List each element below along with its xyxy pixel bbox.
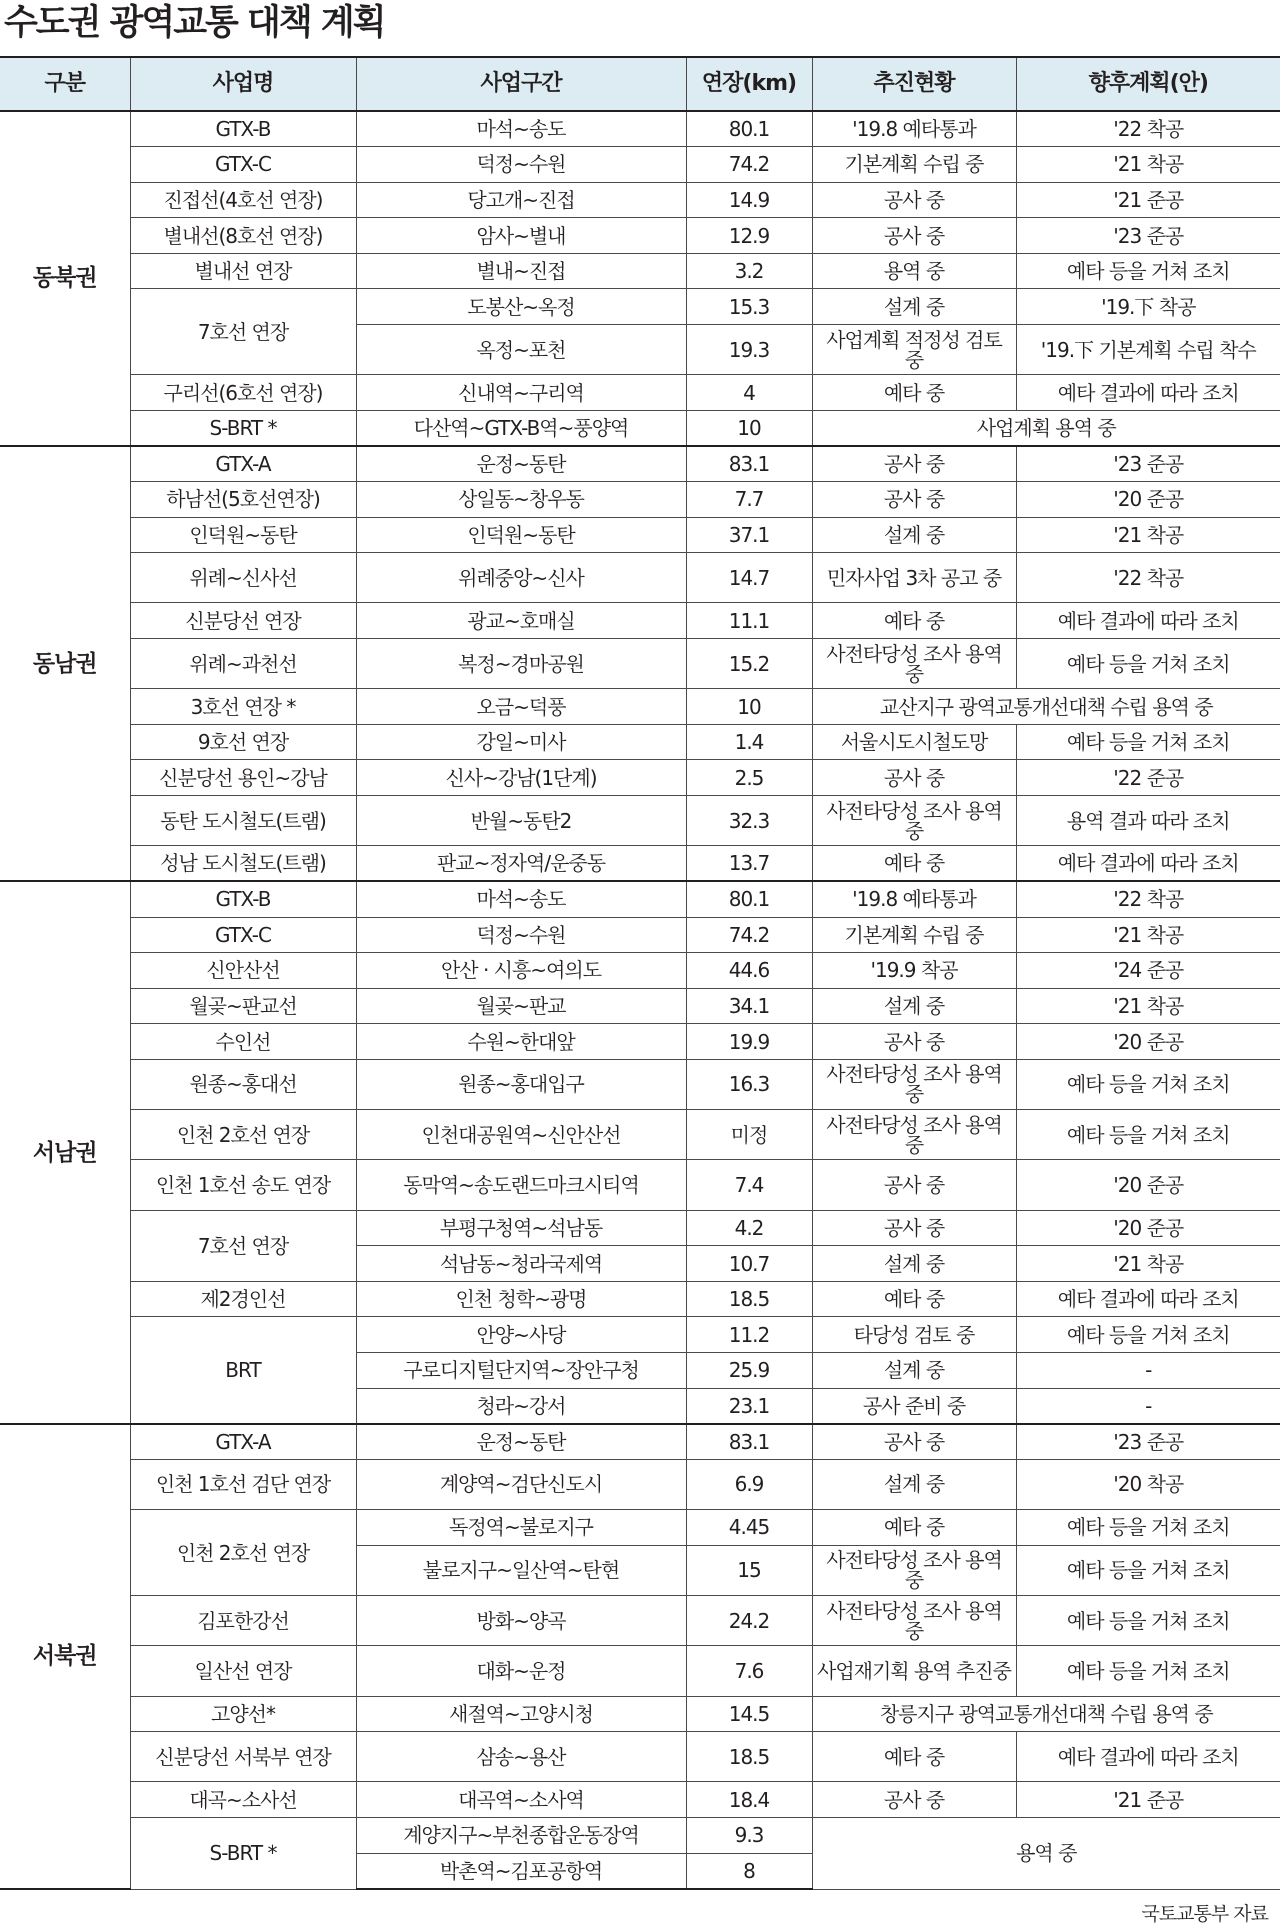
status-cell: 설계 중	[812, 988, 1016, 1024]
plan-cell: 예타 등을 거쳐 조치	[1016, 1595, 1280, 1645]
status-cell: 공사 중	[812, 218, 1016, 254]
length-cell: 37.1	[686, 517, 812, 553]
status-cell: 공사 중	[812, 446, 1016, 482]
merged-status-cell: 창릉지구 광역교통개선대책 수립 용역 중	[812, 1696, 1280, 1732]
section-cell: 박촌역~김포공항역	[356, 1853, 686, 1889]
length-cell: 80.1	[686, 881, 812, 917]
table-row	[0, 1424, 1280, 1460]
project-name-cell: GTX-C	[130, 147, 356, 183]
project-name-cell: 월곶~판교선	[130, 988, 356, 1024]
table-row	[0, 1317, 1280, 1353]
plan-cell: 예타 결과에 따라 조치	[1016, 375, 1280, 411]
project-name-cell: 고양선*	[130, 1696, 356, 1732]
plan-cell: '20 준공	[1016, 1210, 1280, 1246]
table-row	[0, 1595, 1280, 1645]
table-row	[0, 517, 1280, 553]
plan-cell: 예타 등을 거쳐 조치	[1016, 1059, 1280, 1109]
project-name-cell: S-BRT *	[130, 1817, 356, 1889]
project-name-cell: 위례~신사선	[130, 553, 356, 603]
section-cell: 방화~양곡	[356, 1595, 686, 1645]
length-cell: 7.7	[686, 482, 812, 518]
plan-cell: 예타 등을 거쳐 조치	[1016, 1110, 1280, 1160]
project-name-cell: 신분당선 용인~강남	[130, 760, 356, 796]
status-cell: 예타 중	[812, 1281, 1016, 1317]
project-name-cell: 인천 2호선 연장	[130, 1510, 356, 1596]
region-cell: 서북권	[0, 1424, 130, 1889]
status-cell: 예타 중	[812, 1510, 1016, 1546]
section-cell: 광교~호매실	[356, 603, 686, 639]
status-cell: 공사 중	[812, 1210, 1016, 1246]
length-cell: 19.9	[686, 1024, 812, 1060]
header-region: 구분	[0, 57, 130, 111]
plan-cell: '20 준공	[1016, 482, 1280, 518]
length-cell: 80.1	[686, 111, 812, 147]
status-cell: 기본계획 수립 중	[812, 147, 1016, 183]
section-cell: 운정~동탄	[356, 446, 686, 482]
plan-cell: 용역 결과 따라 조치	[1016, 796, 1280, 846]
status-cell: 공사 중	[812, 482, 1016, 518]
length-cell: 74.2	[686, 147, 812, 183]
header-row	[0, 57, 1280, 111]
status-cell: 서울시도시철도망	[812, 724, 1016, 760]
header-section: 사업구간	[356, 57, 686, 111]
section-cell: 위례중앙~신사	[356, 553, 686, 603]
header-plan: 향후계획(안)	[1016, 57, 1280, 111]
plan-cell: '22 착공	[1016, 881, 1280, 917]
section-cell: 부평구청역~석남동	[356, 1210, 686, 1246]
length-cell: 2.5	[686, 760, 812, 796]
project-name-cell: 3호선 연장 *	[130, 689, 356, 725]
length-cell: 6.9	[686, 1459, 812, 1509]
status-cell: 공사 중	[812, 1424, 1016, 1460]
project-name-cell: 9호선 연장	[130, 724, 356, 760]
project-name-cell: 대곡~소사선	[130, 1782, 356, 1818]
section-cell: 신내역~구리역	[356, 375, 686, 411]
length-cell: 83.1	[686, 446, 812, 482]
project-name-cell: 위례~과천선	[130, 639, 356, 689]
length-cell: 3.2	[686, 253, 812, 289]
table-row	[0, 182, 1280, 218]
project-name-cell: GTX-B	[130, 881, 356, 917]
plan-cell: '21 착공	[1016, 517, 1280, 553]
project-name-cell: 인천 2호선 연장	[130, 1110, 356, 1160]
region-cell: 서남권	[0, 881, 130, 1423]
section-cell: 인천 청학~광명	[356, 1281, 686, 1317]
section-cell: 다산역~GTX-B역~풍양역	[356, 410, 686, 446]
table-row	[0, 1782, 1280, 1818]
plan-cell: '21 착공	[1016, 1246, 1280, 1282]
plan-cell: '20 준공	[1016, 1160, 1280, 1210]
project-name-cell: 김포한강선	[130, 1595, 356, 1645]
plan-cell: 예타 등을 거쳐 조치	[1016, 724, 1280, 760]
table-row	[0, 603, 1280, 639]
section-cell: 석남동~청라국제역	[356, 1246, 686, 1282]
section-cell: 삼송~용산	[356, 1732, 686, 1782]
merged-status-cell: 교산지구 광역교통개선대책 수립 용역 중	[812, 689, 1280, 725]
section-cell: 운정~동탄	[356, 1424, 686, 1460]
table-row	[0, 846, 1280, 882]
table-row	[0, 218, 1280, 254]
status-cell: 용역 중	[812, 253, 1016, 289]
merged-status-cell: 사업계획 용역 중	[812, 410, 1280, 446]
section-cell: 별내~진접	[356, 253, 686, 289]
project-name-cell: 별내선(8호선 연장)	[130, 218, 356, 254]
length-cell: 13.7	[686, 846, 812, 882]
length-cell: 4	[686, 375, 812, 411]
table-row	[0, 1817, 1280, 1853]
project-name-cell: S-BRT *	[130, 410, 356, 446]
plan-cell: 예타 등을 거쳐 조치	[1016, 1510, 1280, 1546]
project-name-cell: 제2경인선	[130, 1281, 356, 1317]
plan-cell: -	[1016, 1353, 1280, 1389]
table-row	[0, 988, 1280, 1024]
section-cell: 오금~덕풍	[356, 689, 686, 725]
plan-cell: '23 준공	[1016, 218, 1280, 254]
project-name-cell: GTX-B	[130, 111, 356, 147]
project-name-cell: GTX-C	[130, 917, 356, 953]
length-cell: 18.4	[686, 1782, 812, 1818]
section-cell: 상일동~창우동	[356, 482, 686, 518]
region-cell: 동남권	[0, 446, 130, 882]
section-cell: 인덕원~동탄	[356, 517, 686, 553]
plan-cell: '20 착공	[1016, 1459, 1280, 1509]
plan-cell: 예타 등을 거쳐 조치	[1016, 1317, 1280, 1353]
project-name-cell: 구리선(6호선 연장)	[130, 375, 356, 411]
length-cell: 24.2	[686, 1595, 812, 1645]
length-cell: 18.5	[686, 1281, 812, 1317]
status-cell: 공사 중	[812, 1024, 1016, 1060]
section-cell: 월곶~판교	[356, 988, 686, 1024]
table-row	[0, 1210, 1280, 1246]
length-cell: 4.45	[686, 1510, 812, 1546]
document-title: 수도권 광역교통 대책 계획	[4, 3, 385, 43]
plan-cell: '21 준공	[1016, 182, 1280, 218]
section-cell: 독정역~불로지구	[356, 1510, 686, 1546]
status-cell: '19.8 예타통과	[812, 111, 1016, 147]
table-row	[0, 375, 1280, 411]
section-cell: 판교~정자역/운중동	[356, 846, 686, 882]
status-cell: 설계 중	[812, 289, 1016, 325]
plan-cell: 예타 등을 거쳐 조치	[1016, 253, 1280, 289]
length-cell: 15.3	[686, 289, 812, 325]
status-cell: 예타 중	[812, 603, 1016, 639]
plan-cell: '22 착공	[1016, 111, 1280, 147]
section-cell: 신사~강남(1단계)	[356, 760, 686, 796]
project-name-cell: 7호선 연장	[130, 1210, 356, 1281]
status-cell: 사업계획 적정성 검토 중	[812, 324, 1016, 374]
project-name-cell: 인천 1호선 송도 연장	[130, 1160, 356, 1210]
status-cell: 사전타당성 조사 용역 중	[812, 639, 1016, 689]
project-name-cell: GTX-A	[130, 1424, 356, 1460]
length-cell: 34.1	[686, 988, 812, 1024]
plan-cell: '20 준공	[1016, 1024, 1280, 1060]
length-cell: 10	[686, 410, 812, 446]
section-cell: 대화~운정	[356, 1646, 686, 1696]
table-row	[0, 147, 1280, 183]
plan-cell: '22 착공	[1016, 553, 1280, 603]
section-cell: 복정~경마공원	[356, 639, 686, 689]
section-cell: 계양지구~부천종합운동장역	[356, 1817, 686, 1853]
plan-cell: '21 준공	[1016, 1782, 1280, 1818]
length-cell: 11.1	[686, 603, 812, 639]
section-cell: 당고개~진접	[356, 182, 686, 218]
length-cell: 15	[686, 1545, 812, 1595]
plan-cell: 예타 등을 거쳐 조치	[1016, 639, 1280, 689]
table-row	[0, 410, 1280, 446]
length-cell: 7.6	[686, 1646, 812, 1696]
status-cell: 사전타당성 조사 용역 중	[812, 1059, 1016, 1109]
status-cell: 설계 중	[812, 1459, 1016, 1509]
project-name-cell: 신분당선 서북부 연장	[130, 1732, 356, 1782]
table-row	[0, 796, 1280, 846]
table-row	[0, 639, 1280, 689]
section-cell: 강일~미사	[356, 724, 686, 760]
length-cell: 9.3	[686, 1817, 812, 1853]
table-row	[0, 111, 1280, 147]
project-name-cell: 일산선 연장	[130, 1646, 356, 1696]
table-row	[0, 446, 1280, 482]
plan-cell: '21 착공	[1016, 988, 1280, 1024]
status-cell: 사전타당성 조사 용역 중	[812, 1545, 1016, 1595]
project-name-cell: 동탄 도시철도(트램)	[130, 796, 356, 846]
table-row	[0, 1160, 1280, 1210]
table-row	[0, 689, 1280, 725]
status-cell: 공사 중	[812, 1782, 1016, 1818]
length-cell: 10.7	[686, 1246, 812, 1282]
plan-cell: '19.下 기본계획 수립 착수	[1016, 324, 1280, 374]
table-row	[0, 953, 1280, 989]
project-name-cell: 원종~홍대선	[130, 1059, 356, 1109]
table-row	[0, 917, 1280, 953]
header-length: 연장(km)	[686, 57, 812, 111]
table-row	[0, 1281, 1280, 1317]
table-row	[0, 1059, 1280, 1109]
status-cell: 설계 중	[812, 1246, 1016, 1282]
section-cell: 새절역~고양시청	[356, 1696, 686, 1732]
plan-cell: 예타 결과에 따라 조치	[1016, 1732, 1280, 1782]
table-row	[0, 1459, 1280, 1509]
project-name-cell: BRT	[130, 1317, 356, 1424]
plan-cell: -	[1016, 1388, 1280, 1424]
length-cell: 44.6	[686, 953, 812, 989]
length-cell: 11.2	[686, 1317, 812, 1353]
status-cell: 사전타당성 조사 용역 중	[812, 796, 1016, 846]
length-cell: 14.5	[686, 1696, 812, 1732]
length-cell: 미정	[686, 1110, 812, 1160]
plan-cell: '24 준공	[1016, 953, 1280, 989]
status-cell: 민자사업 3차 공고 중	[812, 553, 1016, 603]
header-status: 추진현황	[812, 57, 1016, 111]
length-cell: 83.1	[686, 1424, 812, 1460]
header-project-name: 사업명	[130, 57, 356, 111]
section-cell: 옥정~포천	[356, 324, 686, 374]
project-name-cell: 7호선 연장	[130, 289, 356, 375]
length-cell: 32.3	[686, 796, 812, 846]
table-row	[0, 482, 1280, 518]
section-cell: 덕정~수원	[356, 147, 686, 183]
section-cell: 계양역~검단신도시	[356, 1459, 686, 1509]
section-cell: 동막역~송도랜드마크시티역	[356, 1160, 686, 1210]
plan-cell: '21 착공	[1016, 147, 1280, 183]
length-cell: 23.1	[686, 1388, 812, 1424]
plan-cell: '19.下 착공	[1016, 289, 1280, 325]
table-row	[0, 724, 1280, 760]
status-cell: '19.8 예타통과	[812, 881, 1016, 917]
region-cell: 동북권	[0, 111, 130, 446]
length-cell: 74.2	[686, 917, 812, 953]
section-cell: 마석~송도	[356, 111, 686, 147]
status-cell: 사전타당성 조사 용역 중	[812, 1110, 1016, 1160]
section-cell: 안양~사당	[356, 1317, 686, 1353]
plan-cell: '23 준공	[1016, 446, 1280, 482]
transport-plan-table	[0, 56, 1280, 1890]
status-cell: 설계 중	[812, 1353, 1016, 1389]
table-row	[0, 881, 1280, 917]
table-body	[0, 111, 1280, 1889]
length-cell: 15.2	[686, 639, 812, 689]
status-cell: 사전타당성 조사 용역 중	[812, 1595, 1016, 1645]
status-cell: 설계 중	[812, 517, 1016, 553]
project-name-cell: 별내선 연장	[130, 253, 356, 289]
project-name-cell: 진접선(4호선 연장)	[130, 182, 356, 218]
project-name-cell: 수인선	[130, 1024, 356, 1060]
status-cell: 예타 중	[812, 375, 1016, 411]
plan-cell: 예타 결과에 따라 조치	[1016, 846, 1280, 882]
source-note: 국토교통부 자료	[1141, 1903, 1268, 1925]
length-cell: 18.5	[686, 1732, 812, 1782]
project-name-cell: 성남 도시철도(트램)	[130, 846, 356, 882]
status-cell: 사업재기획 용역 추진중	[812, 1646, 1016, 1696]
plan-cell: 예타 등을 거쳐 조치	[1016, 1545, 1280, 1595]
status-cell: 타당성 검토 중	[812, 1317, 1016, 1353]
length-cell: 14.7	[686, 553, 812, 603]
plan-cell: '22 준공	[1016, 760, 1280, 796]
project-name-cell: 인천 1호선 검단 연장	[130, 1459, 356, 1509]
status-cell: 기본계획 수립 중	[812, 917, 1016, 953]
table-row	[0, 1696, 1280, 1732]
section-cell: 불로지구~일산역~탄현	[356, 1545, 686, 1595]
plan-cell: 예타 결과에 따라 조치	[1016, 603, 1280, 639]
table-row	[0, 1024, 1280, 1060]
plan-cell: 예타 등을 거쳐 조치	[1016, 1646, 1280, 1696]
table-row	[0, 253, 1280, 289]
section-cell: 인천대공원역~신안산선	[356, 1110, 686, 1160]
merged-status-cell: 용역 중	[812, 1817, 1280, 1889]
project-name-cell: 신안산선	[130, 953, 356, 989]
length-cell: 4.2	[686, 1210, 812, 1246]
project-name-cell: 하남선(5호선연장)	[130, 482, 356, 518]
status-cell: 공사 중	[812, 182, 1016, 218]
plan-cell: '21 착공	[1016, 917, 1280, 953]
status-cell: 공사 중	[812, 1160, 1016, 1210]
status-cell: 예타 중	[812, 1732, 1016, 1782]
project-name-cell: GTX-A	[130, 446, 356, 482]
table-row	[0, 1110, 1280, 1160]
status-cell: 공사 준비 중	[812, 1388, 1016, 1424]
table-row	[0, 289, 1280, 325]
length-cell: 8	[686, 1853, 812, 1889]
table-row	[0, 1510, 1280, 1546]
status-cell: '19.9 착공	[812, 953, 1016, 989]
status-cell: 공사 중	[812, 760, 1016, 796]
table-row	[0, 553, 1280, 603]
plan-cell: '23 준공	[1016, 1424, 1280, 1460]
section-cell: 암사~별내	[356, 218, 686, 254]
length-cell: 7.4	[686, 1160, 812, 1210]
length-cell: 16.3	[686, 1059, 812, 1109]
section-cell: 안산 · 시흥~여의도	[356, 953, 686, 989]
project-name-cell: 인덕원~동탄	[130, 517, 356, 553]
table-row	[0, 1646, 1280, 1696]
plan-cell: 예타 결과에 따라 조치	[1016, 1281, 1280, 1317]
section-cell: 구로디지털단지역~장안구청	[356, 1353, 686, 1389]
section-cell: 도봉산~옥정	[356, 289, 686, 325]
section-cell: 원종~홍대입구	[356, 1059, 686, 1109]
section-cell: 마석~송도	[356, 881, 686, 917]
table-row	[0, 760, 1280, 796]
section-cell: 청라~강서	[356, 1388, 686, 1424]
section-cell: 덕정~수원	[356, 917, 686, 953]
length-cell: 1.4	[686, 724, 812, 760]
project-name-cell: 신분당선 연장	[130, 603, 356, 639]
length-cell: 14.9	[686, 182, 812, 218]
section-cell: 반월~동탄2	[356, 796, 686, 846]
section-cell: 대곡역~소사역	[356, 1782, 686, 1818]
length-cell: 12.9	[686, 218, 812, 254]
status-cell: 예타 중	[812, 846, 1016, 882]
length-cell: 10	[686, 689, 812, 725]
length-cell: 19.3	[686, 324, 812, 374]
length-cell: 25.9	[686, 1353, 812, 1389]
section-cell: 수원~한대앞	[356, 1024, 686, 1060]
table-row	[0, 1732, 1280, 1782]
